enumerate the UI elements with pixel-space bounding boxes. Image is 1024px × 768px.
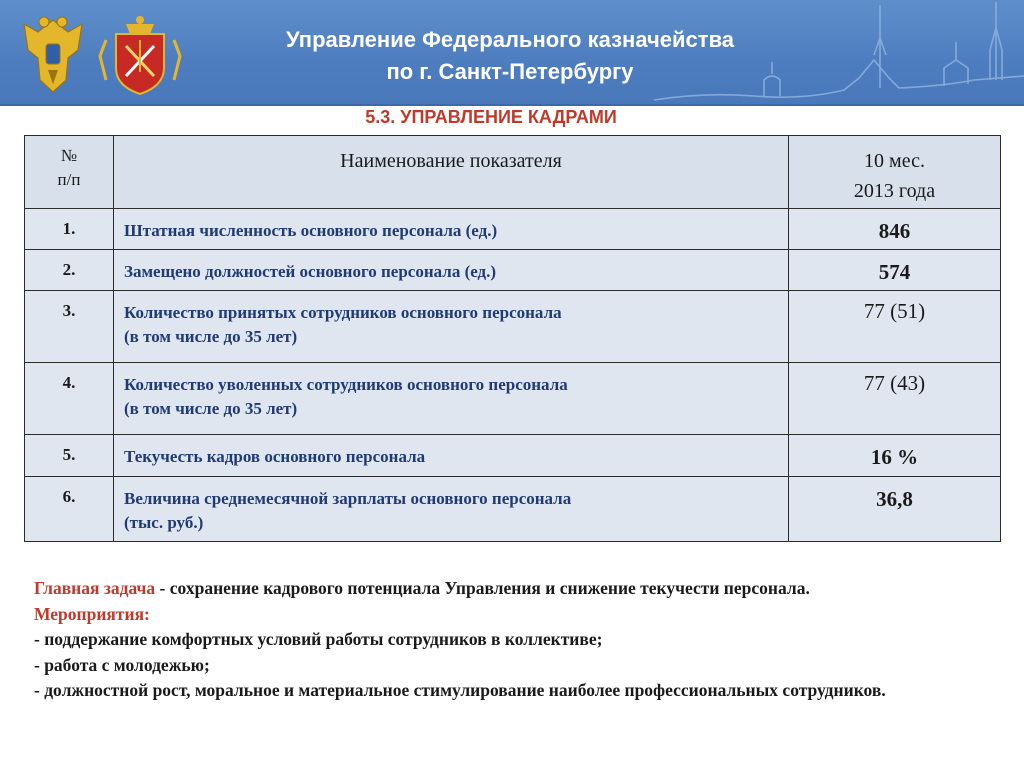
measure-item: - поддержание комфортных условий работы сотрудников в коллективе; — [34, 629, 603, 649]
row-indicator-name-line-1: Количество уволенных сотрудников основного персонала — [124, 375, 568, 394]
row-indicator-name-line-1: Величина среднемесячной зарплаты основного персонала — [124, 489, 572, 508]
row-indicator-name-line-1: Замещено должностей основного персонала (ед.) — [124, 262, 497, 281]
row-indicator-name-line-1: Количество принятых сотрудников основного персонала — [124, 303, 562, 322]
header-banner — [0, 0, 1024, 104]
table-row — [25, 477, 1001, 542]
table-row — [25, 209, 1001, 250]
header-indicator-name: Наименование показателя — [114, 136, 789, 209]
row-value: 77 (43) — [789, 363, 1001, 435]
header-num-line-2: п/п — [57, 170, 81, 189]
measures-label: Мероприятия: — [34, 603, 150, 624]
row-indicator-name-line-1: Штатная численность основного персонала (ед.) — [124, 221, 498, 240]
header-title-line-1: Управление Федерального казначейства — [285, 27, 735, 52]
row-indicator-name — [114, 477, 789, 542]
main-task-text: - сохранение кадрового потенциала Управления и снижение текучести персонала. — [155, 578, 810, 598]
row-indicator-name — [114, 209, 789, 250]
task-and-measures-text — [34, 576, 990, 704]
table-row — [25, 435, 1001, 477]
section-title: 5.3. УПРАВЛЕНИЕ КАДРАМИ — [365, 107, 617, 127]
header-num-line-1: № — [60, 146, 78, 165]
row-num: 6. — [25, 477, 114, 542]
header-title — [230, 24, 790, 88]
row-indicator-name-line-2: (в том числе до 35 лет) — [124, 399, 298, 418]
row-indicator-name — [114, 435, 789, 477]
table-row — [25, 250, 1001, 291]
header-value-line-2: 2013 года — [853, 180, 936, 202]
header-value — [789, 136, 1001, 209]
row-num: 3. — [25, 291, 114, 363]
row-indicator-name — [114, 363, 789, 435]
row-indicator-name — [114, 250, 789, 291]
measure-item: - работа с молодежью; — [34, 654, 210, 675]
main-task-label: Главная задача — [34, 578, 156, 598]
header-value-line-1: 10 мес. — [864, 150, 925, 172]
row-value: 77 (51) — [789, 291, 1001, 363]
table-row — [25, 291, 1001, 363]
row-indicator-name-line-1: Текучесть кадров основного персонала — [124, 447, 426, 466]
row-value: 16 % — [789, 435, 1001, 477]
row-indicator-name-line-2: (в том числе до 35 лет) — [124, 327, 298, 346]
row-num: 1. — [25, 209, 114, 250]
personnel-table — [24, 135, 1001, 542]
row-indicator-name — [114, 291, 789, 363]
row-num: 4. — [25, 363, 114, 435]
measure-item: - должностной рост, моральное и материальное стимулирование наиболее профессиональных сотрудников. — [34, 680, 886, 700]
row-value: 846 — [789, 209, 1001, 250]
row-value: 574 — [789, 250, 1001, 291]
main-task-paragraph — [34, 576, 990, 602]
table-row — [25, 363, 1001, 435]
saint-petersburg-coat-of-arms — [96, 10, 184, 98]
federal-treasury-eagle-emblem — [18, 10, 88, 96]
row-indicator-name-line-2: (тыс. руб.) — [124, 513, 204, 532]
header-title-line-2: по г. Санкт-Петербургу — [386, 59, 634, 84]
row-num: 5. — [25, 435, 114, 477]
table-header-row — [25, 136, 1001, 209]
row-num: 2. — [25, 250, 114, 291]
row-value: 36,8 — [789, 477, 1001, 542]
header-num — [25, 136, 114, 209]
